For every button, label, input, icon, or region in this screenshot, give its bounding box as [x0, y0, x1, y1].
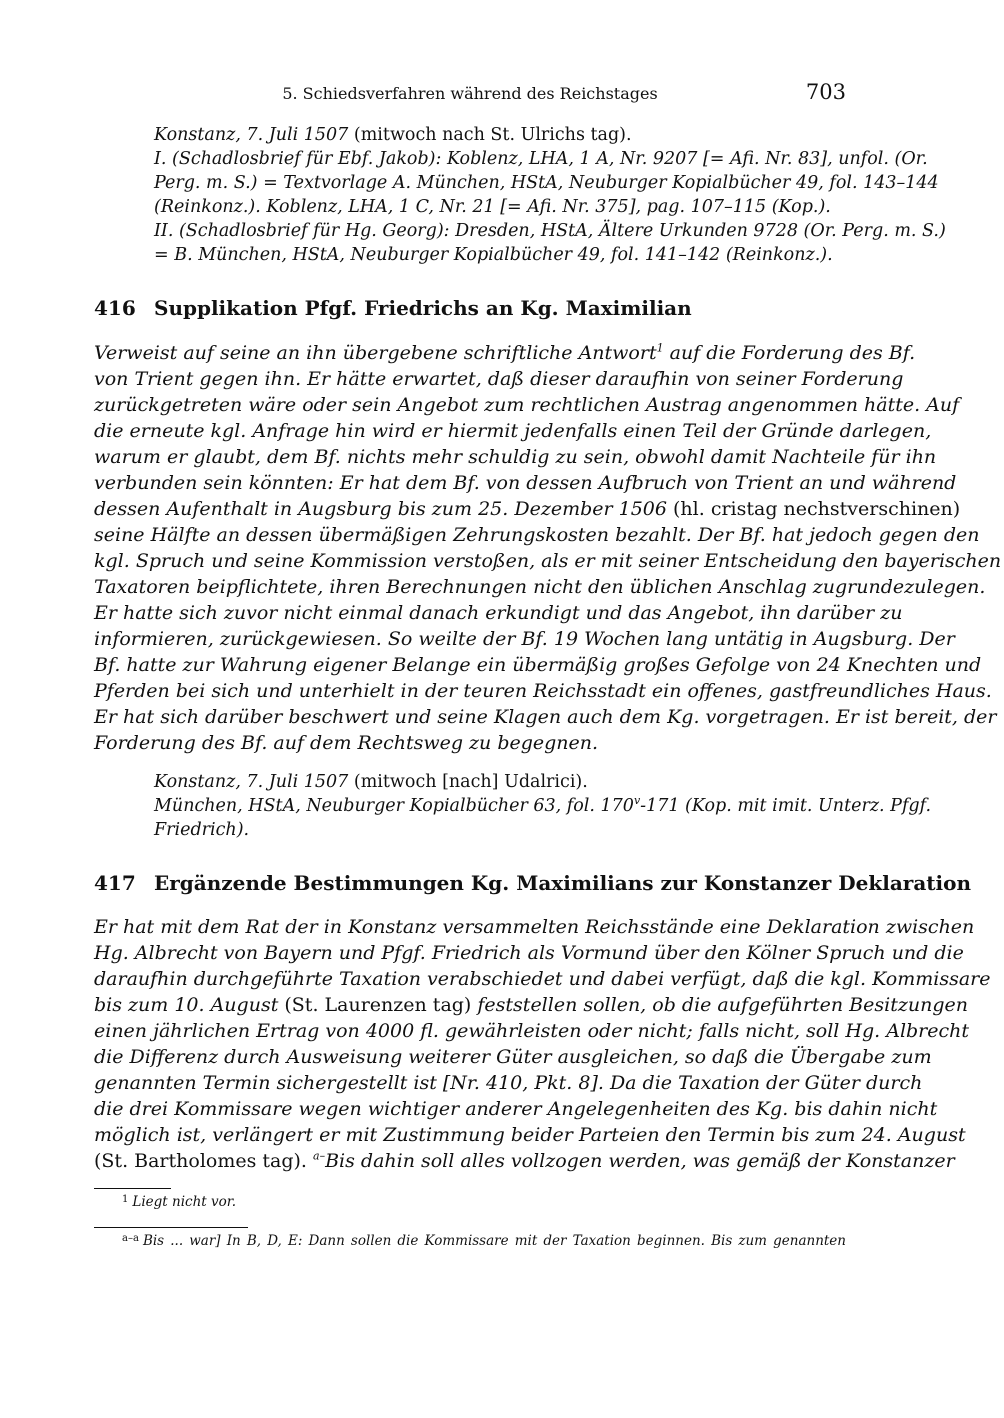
source-date: Konstanz, 7. Juli 1507	[154, 772, 349, 792]
regest-line: Bf. hatte zur Wahrung eigener Belange ein übermäßig großes Gefolge von 24 Knechten und	[94, 654, 982, 676]
running-head	[94, 80, 846, 106]
regest-line: möglich ist, verlängert er mit Zustimmung beider Parteien den Termin bis zum 24. August	[94, 1124, 966, 1146]
running-title: 5. Schiedsverfahren während des Reichstages	[282, 84, 658, 103]
variant-rule	[94, 1227, 248, 1228]
regest-line: Hg. Albrecht von Bayern und Pfgf. Friedrich als Vormund über den Kölner Spruch und die	[94, 942, 964, 964]
regest-line: daraufhin durchgeführte Taxation verabschiedet und dabei verfügt, daß die kgl. Kommissare	[94, 968, 991, 990]
footnote-mark: 1	[122, 1194, 129, 1205]
document-title: Ergänzende Bestimmungen Kg. Maximilians zur Konstanzer Deklaration	[154, 871, 971, 895]
regest-line: die erneute kgl. Anfrage hin wird er hiermit jedenfalls einen Teil der Gründe darlegen,	[94, 420, 932, 442]
source-line: I. (Schadlosbrief für Ebf. Jakob): Koblenz, LHA, 1 A, Nr. 9207 [= Afi. Nr. 83], unfol. (Or.	[154, 149, 928, 169]
regest-line: kgl. Spruch und seine Kommission verstoßen, als er mit seiner Entscheidung den bayerischen	[94, 550, 1002, 572]
regest-line: Forderung des Bf. auf dem Rechtsweg zu begegnen.	[94, 732, 599, 754]
source-line: II. (Schadlosbrief für Hg. Georg): Dresden, HStA, Ältere Urkunden 9728 (Or. Perg. m. S.)	[154, 221, 946, 241]
footnote-text: Bis ... war] In B, D, E: Dann sollen die Kommissare mit der Taxation beginnen. Bis zum genannten	[142, 1233, 846, 1249]
regest-line: von Trient gegen ihn. Er hätte erwartet, daß dieser daraufhin von seiner Forderung	[94, 368, 904, 390]
variant-ref: a–	[313, 1149, 326, 1163]
page-number: 703	[805, 80, 846, 104]
source-original-date: (mitwoch [nach] Udalrici).	[348, 772, 588, 792]
document-number: 417	[94, 871, 136, 895]
regest-line: Pferden bei sich und unterhielt in der teuren Reichsstadt ein offenes, gastfreundliches Haus.	[94, 680, 992, 702]
source-line: (Reinkonz.). Koblenz, LHA, 1 C, Nr. 21 [= Afi. Nr. 375], pag. 107–115 (Kop.).	[154, 197, 831, 217]
source-date-line	[154, 123, 632, 147]
source-line: = B. München, HStA, Neuburger Kopialbücher 49, fol. 141–142 (Reinkonz.).	[154, 245, 833, 265]
regest-line: genannten Termin sichergestellt ist [Nr. 410, Pkt. 8]. Da die Taxation der Güter durch	[94, 1072, 923, 1094]
regest-line: seine Hälfte an dessen übermäßigen Zehrungskosten bezahlt. Der Bf. hat jedoch gegen den	[94, 524, 980, 546]
regest-line: die drei Kommissare wegen wichtiger anderer Angelegenheiten des Kg. bis dahin nicht	[94, 1098, 938, 1120]
footnote-text: Liegt nicht vor.	[132, 1194, 237, 1210]
document-title: Supplikation Pfgf. Friedrichs an Kg. Maximilian	[154, 296, 692, 320]
regest-line: einen jährlichen Ertrag von 4000 fl. gewährleisten oder nicht; falls nicht, soll Hg. Albrecht	[94, 1020, 970, 1042]
source-line: München, HStA, Neuburger Kopialbücher 63, fol. 170$^v$-171 (Kop. mit imit. Unterz. Pfgf.	[154, 794, 932, 816]
source-line: Friedrich).	[154, 820, 250, 840]
regest-line: (St. Bartholomes tag). $^{a-}$Bis dahin soll alles vollzogen werden, was gemäß der Konstanzer	[94, 1149, 955, 1172]
regest-line: die Differenz durch Ausweisung weiterer Güter ausgleichen, so daß die Übergabe zum	[94, 1046, 932, 1068]
regest-line: zurückgetreten wäre oder sein Angebot zum rechtlichen Austrag angenommen hätte. Auf	[94, 394, 960, 416]
regest-line: Er hat mit dem Rat der in Konstanz versammelten Reichsstände eine Deklaration zwischen	[94, 916, 975, 938]
regest-line: Er hatte sich zuvor nicht einmal danach erkundigt und das Angebot, ihn darüber zu	[94, 602, 903, 624]
footnote-rule	[94, 1188, 171, 1189]
footnote-1	[122, 1194, 236, 1210]
document-number: 416	[94, 296, 136, 320]
source-line: Perg. m. S.) = Textvorlage A. München, HStA, Neuburger Kopialbücher 49, fol. 143–144	[154, 173, 939, 193]
regest-line: Verweist auf seine an ihn übergebene schriftliche Antwort$^1$ auf die Forderung des Bf.	[94, 341, 916, 364]
regest-line: verbunden sein könnten: Er hat dem Bf. von dessen Aufbruch von Trient an und während	[94, 472, 957, 494]
regest-line: bis zum 10. August (St. Laurenzen tag) feststellen sollen, ob die aufgeführten Besitzungen	[94, 994, 968, 1016]
regest-line: informieren, zurückgewiesen. So weilte der Bf. 19 Wochen lang untätig in Augsburg. Der	[94, 628, 955, 650]
regest-line: Taxatoren beipflichtete, ihren Berechnungen nicht den üblichen Anschlag zugrundezulegen.	[94, 576, 986, 598]
regest-line: warum er glaubt, dem Bf. nichts mehr schuldig zu sein, obwohl damit Nachteile für ihn	[94, 446, 937, 468]
source-date: Konstanz, 7. Juli 1507	[154, 125, 349, 145]
source-original-date: (mitwoch nach St. Ulrichs tag).	[353, 125, 632, 145]
regest-line: Er hat sich darüber beschwert und seine Klagen auch dem Kg. vorgetragen. Er ist bereit, der	[94, 706, 997, 728]
footnote-a	[122, 1233, 846, 1249]
footnote-ref: 1	[656, 341, 664, 355]
source-date-line	[154, 770, 588, 794]
regest-line: dessen Aufenthalt in Augsburg bis zum 25. Dezember 1506 (hl. cristag nechstverschinen)	[94, 498, 961, 520]
footnote-mark: a–a	[122, 1233, 139, 1244]
